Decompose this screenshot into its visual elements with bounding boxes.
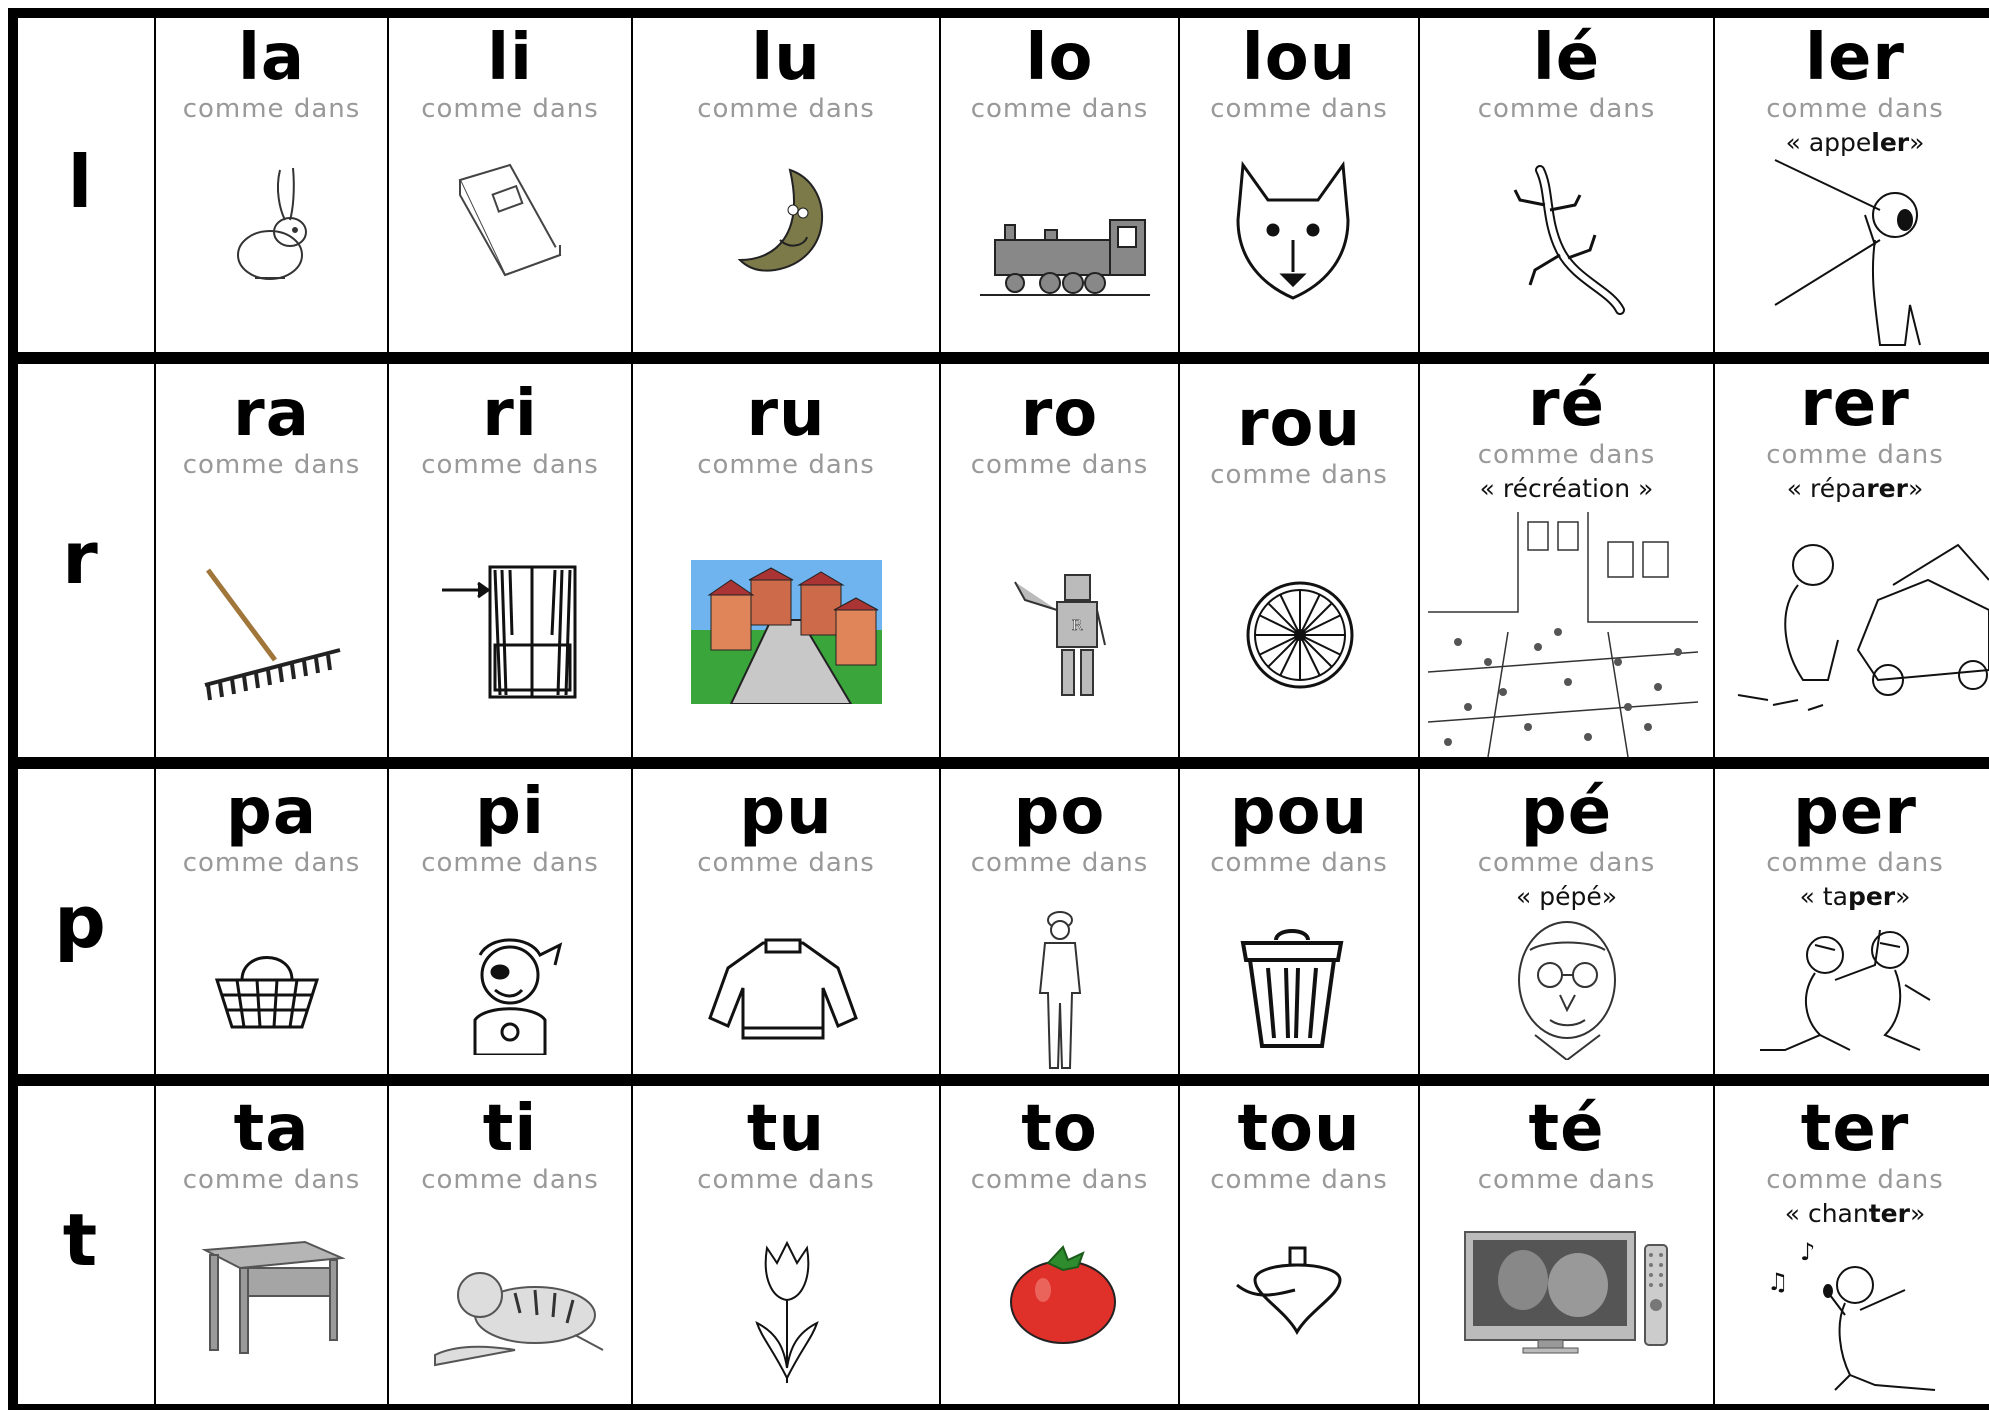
comme-dans: comme dans bbox=[1477, 440, 1656, 470]
comme-dans: comme dans bbox=[697, 1165, 875, 1195]
syllable: té bbox=[1528, 1092, 1605, 1166]
comme-dans: comme dans bbox=[697, 848, 875, 878]
wheel-icon bbox=[1245, 580, 1355, 690]
cell-ta bbox=[156, 1092, 387, 1195]
cell-la bbox=[156, 21, 387, 124]
cell-pa bbox=[156, 775, 387, 878]
col-divider bbox=[1418, 14, 1420, 1410]
policeman-icon bbox=[1030, 908, 1090, 1073]
col-divider bbox=[387, 14, 389, 1410]
comme-dans: comme dans bbox=[970, 450, 1149, 480]
sweater-icon bbox=[708, 938, 858, 1043]
row-letter-t: t bbox=[62, 1198, 98, 1282]
shouting-person-icon bbox=[1770, 155, 1930, 350]
robot-icon bbox=[1005, 570, 1115, 700]
cell-lo bbox=[941, 21, 1178, 124]
left-border bbox=[8, 8, 18, 1410]
col-divider bbox=[939, 14, 941, 1410]
spinning-top-icon bbox=[1235, 1240, 1360, 1335]
comme-dans: comme dans bbox=[182, 94, 361, 124]
fighting-icon bbox=[1755, 925, 1940, 1055]
comme-dans: comme dans bbox=[1766, 94, 1944, 124]
syllable: po bbox=[1013, 775, 1106, 849]
row-divider bbox=[8, 1074, 1989, 1086]
moon-icon bbox=[735, 165, 835, 275]
street-icon bbox=[691, 560, 882, 704]
comme-dans: comme dans bbox=[182, 1165, 361, 1195]
cell-tou bbox=[1180, 1092, 1418, 1195]
syllable: la bbox=[237, 21, 306, 95]
cell-ter bbox=[1715, 1092, 1989, 1228]
comme-dans: comme dans bbox=[1766, 440, 1944, 470]
comme-dans: comme dans bbox=[1210, 460, 1388, 490]
svg-text:♪: ♪ bbox=[1800, 1238, 1816, 1266]
tomato-icon bbox=[1008, 1245, 1118, 1345]
syllable: ru bbox=[746, 377, 826, 451]
cell-pi bbox=[389, 775, 631, 878]
syllable: rer bbox=[1800, 367, 1910, 441]
example-word: « taper» bbox=[1799, 882, 1911, 911]
syllable: ter bbox=[1800, 1092, 1910, 1166]
comme-dans: comme dans bbox=[1210, 848, 1388, 878]
cell-pou bbox=[1180, 775, 1418, 878]
cell-te bbox=[1420, 1092, 1713, 1195]
table-icon bbox=[200, 1240, 345, 1355]
comme-dans: comme dans bbox=[182, 848, 361, 878]
bottom-border bbox=[8, 1404, 1989, 1410]
row-letter-r: r bbox=[62, 516, 98, 600]
tv-icon bbox=[1463, 1230, 1673, 1355]
row-divider bbox=[8, 757, 1989, 769]
row-letter-l: l bbox=[67, 140, 93, 224]
syllable: lu bbox=[751, 21, 821, 95]
cell-po bbox=[941, 775, 1178, 878]
syllable: ler bbox=[1805, 21, 1905, 95]
cell-ru bbox=[633, 377, 939, 480]
rabbit-icon bbox=[225, 160, 325, 285]
wolf-icon bbox=[1228, 160, 1358, 300]
cell-lu bbox=[633, 21, 939, 124]
cell-rou bbox=[1180, 382, 1418, 490]
book-icon bbox=[450, 160, 570, 280]
comme-dans: comme dans bbox=[182, 450, 361, 480]
cell-ti bbox=[389, 1092, 631, 1195]
syllable: pa bbox=[226, 775, 317, 849]
syllable: pu bbox=[739, 775, 833, 849]
svg-text:R: R bbox=[1071, 618, 1083, 634]
comme-dans: comme dans bbox=[421, 94, 599, 124]
cell-le bbox=[1420, 21, 1713, 124]
comme-dans: comme dans bbox=[1477, 1165, 1656, 1195]
syllable: pi bbox=[475, 775, 545, 849]
example-word: « chanter» bbox=[1784, 1199, 1926, 1228]
syllable: li bbox=[487, 21, 533, 95]
cell-tu bbox=[633, 1092, 939, 1195]
cell-to bbox=[941, 1092, 1178, 1195]
cell-ri bbox=[389, 377, 631, 480]
comme-dans: comme dans bbox=[697, 94, 875, 124]
syllable: tu bbox=[746, 1092, 826, 1166]
cell-rer bbox=[1715, 367, 1989, 503]
rake-icon bbox=[200, 565, 345, 705]
cell-lou bbox=[1180, 21, 1418, 124]
curtain-icon bbox=[440, 565, 580, 700]
syllable: rou bbox=[1236, 387, 1362, 461]
cell-re bbox=[1420, 367, 1713, 503]
syllable: lou bbox=[1241, 21, 1357, 95]
comme-dans: comme dans bbox=[970, 1165, 1149, 1195]
row-divider bbox=[8, 352, 1989, 364]
grandpa-icon bbox=[1505, 915, 1630, 1060]
col-divider bbox=[154, 14, 156, 1410]
playground-icon bbox=[1428, 512, 1698, 757]
lizard-icon bbox=[1500, 160, 1630, 320]
comme-dans: comme dans bbox=[1210, 1165, 1388, 1195]
comme-dans: comme dans bbox=[1210, 94, 1388, 124]
comme-dans: comme dans bbox=[1477, 848, 1656, 878]
syllable: ri bbox=[482, 377, 538, 451]
cell-ro bbox=[941, 377, 1178, 480]
example-word: « réparer» bbox=[1786, 474, 1924, 503]
comme-dans: comme dans bbox=[1477, 94, 1656, 124]
syllable: ré bbox=[1528, 367, 1605, 441]
comme-dans: comme dans bbox=[1766, 848, 1944, 878]
comme-dans: comme dans bbox=[421, 450, 599, 480]
comme-dans: comme dans bbox=[421, 848, 599, 878]
syllable: ta bbox=[233, 1092, 310, 1166]
col-divider bbox=[1178, 14, 1180, 1410]
syllable: ra bbox=[233, 377, 310, 451]
pirate-icon bbox=[460, 930, 565, 1055]
syllable: lé bbox=[1532, 21, 1601, 95]
example-word: « appeler» bbox=[1785, 128, 1925, 157]
syllable: to bbox=[1021, 1092, 1098, 1166]
comme-dans: comme dans bbox=[970, 94, 1149, 124]
syllable: per bbox=[1793, 775, 1917, 849]
syllable: tou bbox=[1237, 1092, 1361, 1166]
comme-dans: comme dans bbox=[970, 848, 1149, 878]
tulip-icon bbox=[752, 1238, 822, 1388]
syllable: pé bbox=[1520, 775, 1613, 849]
cell-per bbox=[1715, 775, 1989, 911]
tiger-icon bbox=[425, 1245, 605, 1370]
comme-dans: comme dans bbox=[421, 1165, 599, 1195]
cell-ler bbox=[1715, 21, 1989, 157]
syllable: ro bbox=[1020, 377, 1099, 451]
car-repair-icon bbox=[1728, 540, 1989, 715]
cell-li bbox=[389, 21, 631, 124]
syllable: pou bbox=[1229, 775, 1369, 849]
example-word: « récréation » bbox=[1479, 474, 1654, 503]
top-border bbox=[8, 8, 1989, 18]
comme-dans: comme dans bbox=[1766, 1165, 1944, 1195]
svg-text:♫: ♫ bbox=[1767, 1268, 1789, 1296]
example-word: « pépé» bbox=[1515, 882, 1618, 911]
cell-pe bbox=[1420, 775, 1713, 911]
col-divider bbox=[631, 14, 633, 1410]
cell-pu bbox=[633, 775, 939, 878]
comme-dans: comme dans bbox=[697, 450, 875, 480]
trash-bin-icon bbox=[1238, 928, 1346, 1048]
syllable: ti bbox=[482, 1092, 538, 1166]
cell-ra bbox=[156, 377, 387, 480]
singer-icon bbox=[1765, 1235, 1945, 1395]
syllable: lo bbox=[1025, 21, 1094, 95]
basket-icon bbox=[212, 945, 322, 1030]
row-letter-p: p bbox=[54, 880, 106, 964]
locomotive-icon bbox=[975, 215, 1155, 300]
